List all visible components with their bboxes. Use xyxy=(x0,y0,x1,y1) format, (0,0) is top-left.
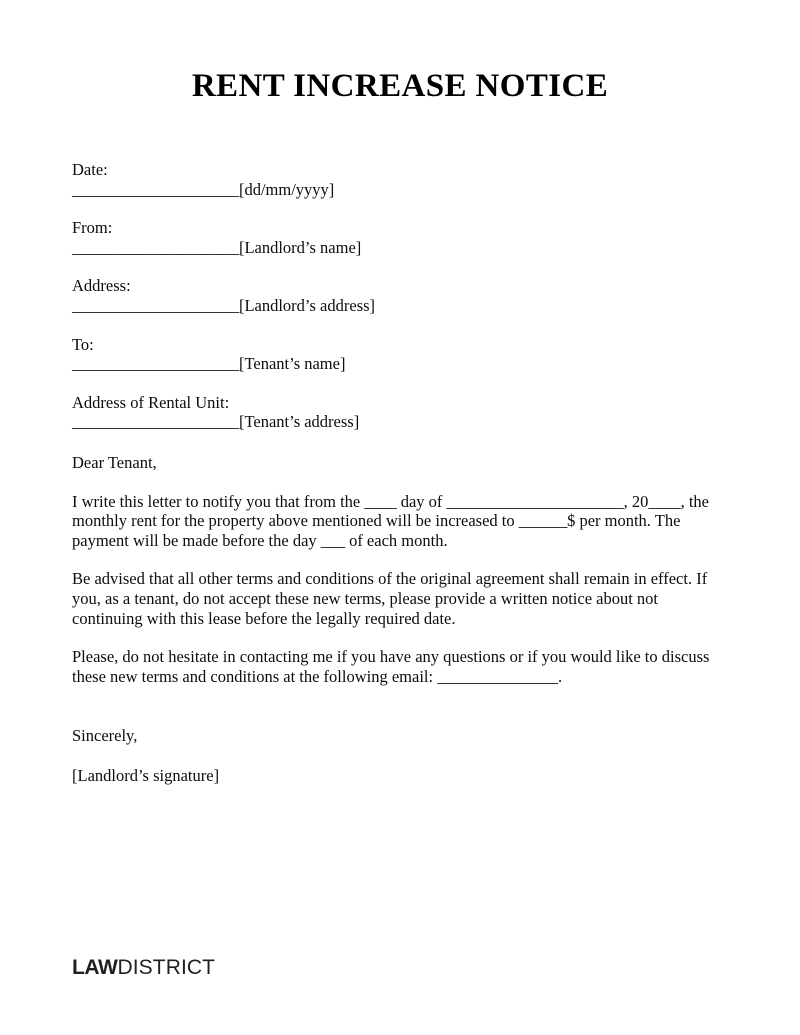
field-address-label: Address: xyxy=(72,276,131,296)
signature-placeholder: [Landlord’s signature] xyxy=(72,765,220,785)
field-address-rule[interactable]: _____________________ xyxy=(72,295,239,315)
field-rental-unit-address-label: Address of Rental Unit: xyxy=(72,392,230,412)
p1-segment-3: , 20 xyxy=(623,491,649,511)
field-address-placeholder: [Landlord’s address] xyxy=(238,295,376,315)
p1-segment-5: $ per month. The payment will be made before the day xyxy=(72,511,681,550)
field-to-fill xyxy=(72,354,714,374)
p1-segment-1: I write this letter to notify you that from the xyxy=(72,491,365,511)
field-date-placeholder: [dd/mm/yyyy] xyxy=(238,179,335,199)
closing-line: Sincerely, xyxy=(72,726,138,746)
field-to-rule[interactable]: _____________________ xyxy=(72,354,239,374)
p3-segment-1: Please, do not hesitate in contacting me if you have any questions or if you would like to discuss these new terms and conditions at the following email: xyxy=(72,647,710,686)
blank-email[interactable]: _______________ xyxy=(437,666,558,686)
field-date-rule[interactable]: _____________________ xyxy=(72,179,239,199)
field-rental-unit-address xyxy=(72,393,714,432)
lawdistrict-logo[interactable] xyxy=(72,957,215,978)
field-to-placeholder: [Tenant’s name] xyxy=(238,354,346,374)
paragraph-contact xyxy=(72,647,714,686)
field-rental-unit-address-fill xyxy=(72,412,714,432)
salutation: Dear Tenant, xyxy=(72,452,157,472)
field-from xyxy=(72,218,714,257)
page-title: RENT INCREASE NOTICE xyxy=(191,68,609,104)
p1-segment-4: , the monthly rent for the property above mentioned will be increased to xyxy=(72,491,709,531)
p1-segment-6: of each month. xyxy=(344,530,448,550)
field-date-label: Date: xyxy=(72,160,108,179)
document-body xyxy=(72,160,714,785)
blank-year[interactable]: ____ xyxy=(648,491,681,511)
paragraph-terms-remain: Be advised that all other terms and conditions of the original agreement shall remain in effect. If you, as a tenant, do not accept these new terms, please provide a written notice about not continuing with this lease before the legally required date. xyxy=(72,569,708,628)
blank-month[interactable]: ______________________ xyxy=(446,491,624,511)
logo-district-text: DISTRICT xyxy=(117,956,216,979)
field-rental-unit-address-rule[interactable]: _____________________ xyxy=(72,412,239,432)
field-address-fill xyxy=(72,296,714,316)
blank-payment-day[interactable]: ___ xyxy=(320,530,345,550)
logo-law-text: LAW xyxy=(72,956,118,979)
p1-segment-2: day of xyxy=(396,491,447,511)
p3-segment-2: . xyxy=(557,666,563,686)
field-rental-unit-address-placeholder: [Tenant’s address] xyxy=(238,412,360,432)
field-from-label: From: xyxy=(72,218,113,238)
paragraph-rent-increase xyxy=(72,492,714,551)
field-from-rule[interactable]: _____________________ xyxy=(72,237,239,257)
field-address xyxy=(72,276,714,315)
blank-day[interactable]: ____ xyxy=(364,491,397,511)
field-from-placeholder: [Landlord’s name] xyxy=(238,237,362,257)
field-to xyxy=(72,335,714,374)
field-to-label: To: xyxy=(72,334,94,354)
field-from-fill xyxy=(72,238,714,258)
field-date-fill xyxy=(72,180,714,200)
blank-amount[interactable]: ______ xyxy=(518,511,568,531)
field-date xyxy=(72,160,714,199)
